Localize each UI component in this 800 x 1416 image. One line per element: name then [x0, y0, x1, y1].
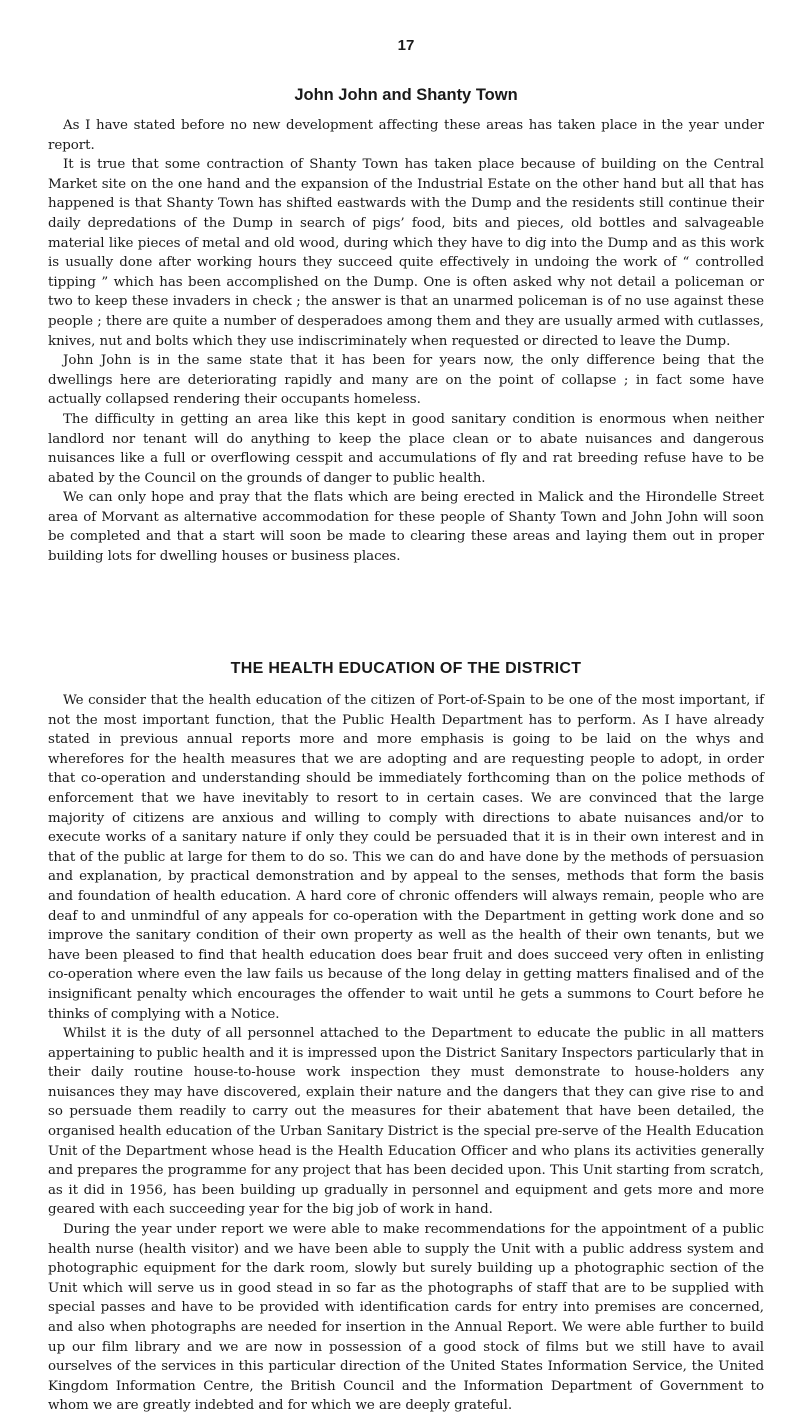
paragraph: During the year under report we were able to make recommendations for the appointment of a public health nurse (health visitor) and we have been able to supply the Unit with a public address system and photographic equipment for the dark room, slowly but surely building up a photographic section of the Unit which will serve us in good stead in so far as the photographs of staff that are to be supplied with special passes and have to be provided with identification cards for entry into premises are concerned, and also when photographs are needed for insertion in the Annual Report. We were able further to build up our film library and we are now in possession of a good stock of films but we still have to avail ourselves of the services in this particular direction of the United States Information Service, the United Kingdom Information Centre, the British Council and the Information Department of Government to whom we are greatly indebted and for which we are deeply grateful.: [48, 1222, 764, 1414]
paragraph: The difficulty in getting an area like this kept in good sanitary condition is enormous when neither landlord nor tenant will do anything to keep the place clean or to abate nuisances and dangerous nuisances like a full or overflowing cesspit and accumulations of fly and rat breeding refuse have to be abated by the Council on the grounds of danger to public health.: [48, 411, 764, 486]
page-number: 17: [397, 37, 415, 54]
paragraph: John John is in the same state that it has been for years now, the only difference being that the dwellings here are deteriorating rapidly and many are on the point of collapse ; in fact some have actually collapsed rendering their occupants homeless.: [48, 353, 764, 408]
paragraph: Whilst it is the duty of all personnel attached to the Department to educate the public in all matters appertaining to public health and it is impressed upon the District Sanitary Inspectors particularly that in their daily routine house-to-house work inspection they must demonstrate to house-holders any nuisances they may have discovered, explain their nature and the dangers that they can give rise to and so persuade them readily to carry out the measures for their abatement that have been detailed, the organised health education of the Urban Sanitary District is the special pre-serve of the Health Education Unit of the Department whose head is the Health Education Officer and who plans its activities generally and prepares the programme for any project that has been decided upon. This Unit starting from scratch, as it did in 1956, has been building up gradually in personnel and equipment and gets more and more geared with each succeeding year for the big job of work in hand.: [48, 1026, 764, 1218]
section-body-shanty-town: [48, 116, 764, 567]
paragraph: We can only hope and pray that the flats which are being erected in Malick and the Hirondelle Street area of Morvant as alternative accommodation for these people of Shanty Town and John John will soon be completed and that a start will soon be made to clearing these areas and laying them out in proper building lots for dwelling houses or business places.: [48, 490, 764, 565]
section-heading-shanty-town: John John and Shanty Town: [294, 86, 518, 104]
paragraph: We consider that the health education of the citizen of Port-of-Spain to be one of the most important, if not the most important function, that the Public Health Department has to perform. As I have already stated in previous annual reports more and more emphasis is going to be laid on the whys and wherefores for the health measures that we are adopting and are requesting people to adopt, in order that co-operation and understanding should be immediately forthcoming than on the police methods of enforcement that we have inevitably to resort to in certain cases. We are convinced that the large majority of citizens are anxious and willing to comply with directions to abate nuisances and/or to execute works of a sanitary nature if only they could be persuaded that it is in their own interest and in that of the public at large for them to do so. This we can do and have done by the methods of persuasion and explanation, by practical demonstration and by appeal to the senses, methods that form the basis and foundation of health education. A hard core of chronic offenders will always remain, people who are deaf to and unmindful of any appeals for co-operation with the Department in getting work done and so improve the sanitary condition of their own property as well as the health of their own tenants, but we have been pleased to find that health education does bear fruit and does succeed very often in enlisting co-operation where even the law fails us because of the long delay in getting matters finalised and of the insignificant penalty which encourages the offender to wait until he gets a summons to Court before he thinks of complying with a Notice.: [48, 693, 764, 1022]
section-heading-health-education: THE HEALTH EDUCATION OF THE DISTRICT: [230, 660, 582, 677]
section-body-health-education: [48, 691, 764, 1416]
paragraph: It is true that some contraction of Shanty Town has taken place because of building on the Central Market site on the one hand and the expansion of the Industrial Estate on the other hand but all that has happened is that Shanty Town has shifted eastwards with the Dump and the residents still continue their daily depredations of the Dump in search of pigs’ food, bits and pieces, old bottles and salvageable material like pieces of metal and old wood, during which they have to dig into the Dump and as this work is usually done after working hours they succeed quite effectively in undoing the work of “ controlled tipping ” which has been accomplished on the Dump. One is often asked why not detail a policeman or two to keep these invaders in check ; the answer is that an unarmed policeman is of no use against these people ; there are quite a number of desperadoes among them and they are usually armed with cutlasses, knives, nut and bolts which they use indiscriminately when requested or directed to leave the Dump.: [48, 157, 764, 349]
paragraph: As I have stated before no new development affecting these areas has taken place in the year under report.: [48, 118, 764, 153]
